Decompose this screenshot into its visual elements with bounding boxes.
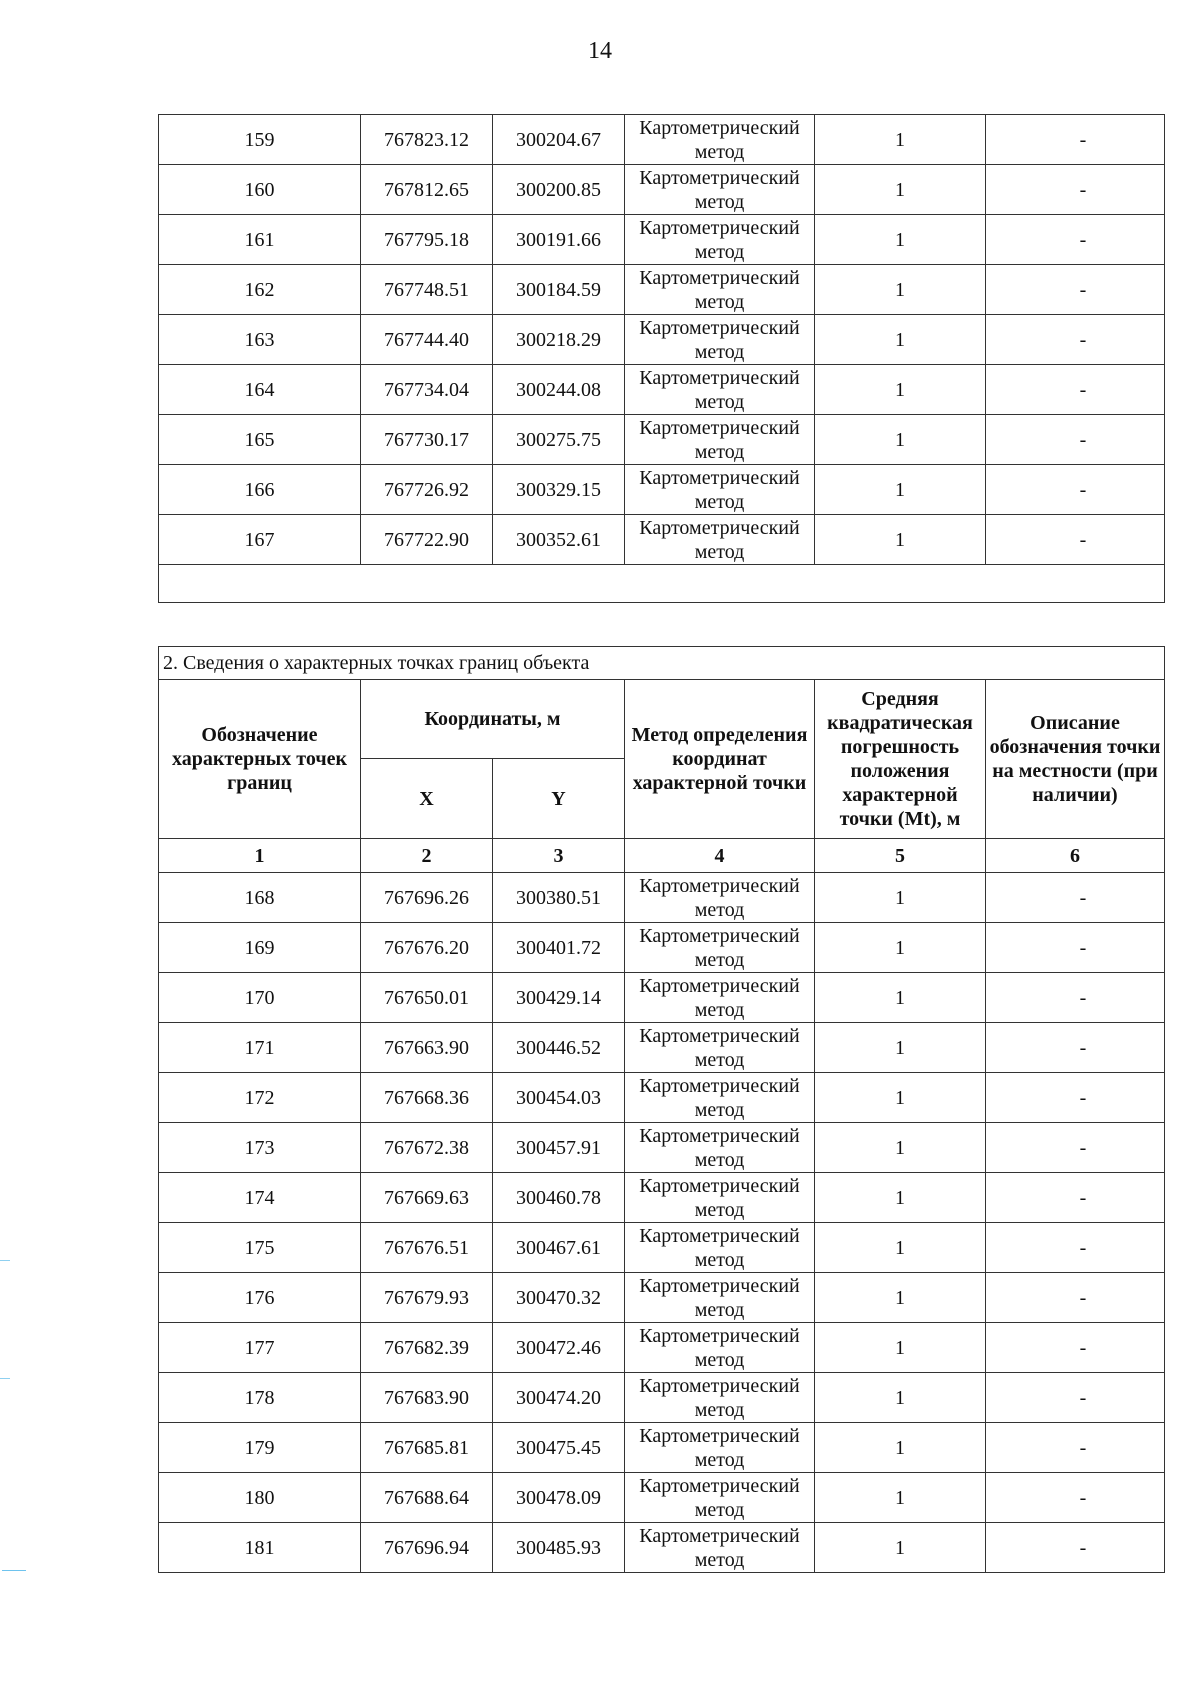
mt-cell: 1 xyxy=(815,1373,986,1423)
description-cell: - xyxy=(986,1373,1165,1423)
method-cell xyxy=(625,1123,815,1173)
point-id-cell: 171 xyxy=(159,1023,361,1073)
coord-y-cell: 300429.14 xyxy=(493,973,625,1023)
mt-cell: 1 xyxy=(815,1123,986,1173)
mt-cell: 1 xyxy=(815,923,986,973)
coord-y-cell: 300275.75 xyxy=(493,415,625,465)
description-cell: - xyxy=(986,1023,1165,1073)
table-row xyxy=(159,215,1165,265)
coord-y-cell: 300380.51 xyxy=(493,873,625,923)
table-row xyxy=(159,315,1165,365)
coord-x-cell: 767696.26 xyxy=(361,873,493,923)
method-cell xyxy=(625,1373,815,1423)
method-cell xyxy=(625,1423,815,1473)
method-cell xyxy=(625,923,815,973)
method-line1: Картометрический xyxy=(639,1374,800,1397)
description-cell: - xyxy=(986,1473,1165,1523)
method-line1: Картометрический xyxy=(639,266,800,289)
coord-x-cell: 767682.39 xyxy=(361,1323,493,1373)
method-cell xyxy=(625,515,815,565)
method-cell xyxy=(625,1223,815,1273)
method-line1: Картометрический xyxy=(639,366,800,389)
coord-y-cell: 300446.52 xyxy=(493,1023,625,1073)
table-row xyxy=(159,265,1165,315)
coord-x-cell: 767823.12 xyxy=(361,115,493,165)
coord-y-cell: 300472.46 xyxy=(493,1323,625,1373)
coord-x-cell: 767672.38 xyxy=(361,1123,493,1173)
mt-cell: 1 xyxy=(815,1273,986,1323)
method-line1: Картометрический xyxy=(639,216,800,239)
coord-y-cell: 300474.20 xyxy=(493,1373,625,1423)
point-id-cell: 173 xyxy=(159,1123,361,1173)
description-cell: - xyxy=(986,415,1165,465)
mt-cell: 1 xyxy=(815,1323,986,1373)
method-line2: метод xyxy=(694,540,745,563)
table-row xyxy=(159,873,1165,923)
header-row xyxy=(159,680,1165,759)
description-cell: - xyxy=(986,215,1165,265)
point-id-cell: 161 xyxy=(159,215,361,265)
description-cell: - xyxy=(986,1323,1165,1373)
coord-x-cell: 767748.51 xyxy=(361,265,493,315)
column-number: 4 xyxy=(625,839,815,873)
method-line2: метод xyxy=(694,1498,745,1521)
method-line1: Картометрический xyxy=(639,516,800,539)
method-line1: Картометрический xyxy=(639,416,800,439)
table-row xyxy=(159,923,1165,973)
table-row xyxy=(159,1523,1165,1573)
method-cell xyxy=(625,115,815,165)
column-numbers-row xyxy=(159,839,1165,873)
table-row xyxy=(159,1273,1165,1323)
point-id-cell: 175 xyxy=(159,1223,361,1273)
method-cell xyxy=(625,315,815,365)
mt-cell: 1 xyxy=(815,165,986,215)
table-row xyxy=(159,1223,1165,1273)
coord-y-cell: 300329.15 xyxy=(493,465,625,515)
description-cell: - xyxy=(986,265,1165,315)
method-line1: Картометрический xyxy=(639,924,800,947)
method-line2: метод xyxy=(694,1448,745,1471)
method-line1: Картометрический xyxy=(639,316,800,339)
column-number: 1 xyxy=(159,839,361,873)
table-row xyxy=(159,1473,1165,1523)
column-number: 5 xyxy=(815,839,986,873)
method-cell xyxy=(625,415,815,465)
empty-row xyxy=(159,565,1165,603)
coord-x-cell: 767668.36 xyxy=(361,1073,493,1123)
mt-cell: 1 xyxy=(815,115,986,165)
table-row xyxy=(159,1323,1165,1373)
mt-cell: 1 xyxy=(815,415,986,465)
method-line1: Картометрический xyxy=(639,1024,800,1047)
mt-cell: 1 xyxy=(815,315,986,365)
description-cell: - xyxy=(986,1073,1165,1123)
method-line2: метод xyxy=(694,1398,745,1421)
method-line2: метод xyxy=(694,1148,745,1171)
method-cell xyxy=(625,1073,815,1123)
method-cell xyxy=(625,973,815,1023)
point-id-cell: 166 xyxy=(159,465,361,515)
method-line1: Картометрический xyxy=(639,466,800,489)
method-cell xyxy=(625,215,815,265)
coord-x-cell: 767726.92 xyxy=(361,465,493,515)
method-cell xyxy=(625,1473,815,1523)
coord-y-cell: 300191.66 xyxy=(493,215,625,265)
coord-y-cell: 300244.08 xyxy=(493,365,625,415)
method-line2: метод xyxy=(694,290,745,313)
description-cell: - xyxy=(986,365,1165,415)
description-cell: - xyxy=(986,1123,1165,1173)
method-line1: Картометрический xyxy=(639,1174,800,1197)
method-line2: метод xyxy=(694,390,745,413)
point-id-cell: 180 xyxy=(159,1473,361,1523)
point-id-cell: 179 xyxy=(159,1423,361,1473)
mt-cell: 1 xyxy=(815,1073,986,1123)
method-cell xyxy=(625,1023,815,1073)
table1-body xyxy=(159,115,1165,565)
header-method: Метод определения координат характерной точки xyxy=(625,680,815,839)
method-cell xyxy=(625,365,815,415)
coord-y-cell: 300475.45 xyxy=(493,1423,625,1473)
coord-x-cell: 767676.20 xyxy=(361,923,493,973)
method-line1: Картометрический xyxy=(639,166,800,189)
mt-cell: 1 xyxy=(815,1523,986,1573)
scan-margin-mark xyxy=(0,1378,10,1379)
point-id-cell: 167 xyxy=(159,515,361,565)
coord-x-cell: 767795.18 xyxy=(361,215,493,265)
coord-y-cell: 300478.09 xyxy=(493,1473,625,1523)
coord-x-cell: 767669.63 xyxy=(361,1173,493,1223)
point-id-cell: 178 xyxy=(159,1373,361,1423)
header-x: X xyxy=(361,759,493,839)
coord-y-cell: 300457.91 xyxy=(493,1123,625,1173)
point-id-cell: 177 xyxy=(159,1323,361,1373)
table-row xyxy=(159,1073,1165,1123)
method-line2: метод xyxy=(694,948,745,971)
method-line2: метод xyxy=(694,340,745,363)
point-id-cell: 162 xyxy=(159,265,361,315)
method-line2: метод xyxy=(694,1348,745,1371)
method-cell xyxy=(625,1323,815,1373)
table-row xyxy=(159,365,1165,415)
table-row xyxy=(159,1023,1165,1073)
table-row xyxy=(159,1123,1165,1173)
table-row xyxy=(159,515,1165,565)
method-line1: Картометрический xyxy=(639,116,800,139)
method-cell xyxy=(625,1273,815,1323)
description-cell: - xyxy=(986,1273,1165,1323)
method-line2: метод xyxy=(694,1048,745,1071)
boundary-points-table xyxy=(158,646,1165,1573)
coord-x-cell: 767696.94 xyxy=(361,1523,493,1573)
mt-cell: 1 xyxy=(815,873,986,923)
description-cell: - xyxy=(986,973,1165,1023)
method-line2: метод xyxy=(694,1098,745,1121)
coord-y-cell: 300467.61 xyxy=(493,1223,625,1273)
method-line2: метод xyxy=(694,1248,745,1271)
coord-y-cell: 300218.29 xyxy=(493,315,625,365)
description-cell: - xyxy=(986,165,1165,215)
header-mt: Средняя квадратическая погрешность положения характерной точки (Mt), м xyxy=(815,680,986,839)
mt-cell: 1 xyxy=(815,515,986,565)
method-line1: Картометрический xyxy=(639,1474,800,1497)
point-id-cell: 170 xyxy=(159,973,361,1023)
coord-x-cell: 767812.65 xyxy=(361,165,493,215)
header-description: Описание обозначения точки на местности (при наличии) xyxy=(986,680,1165,839)
method-line2: метод xyxy=(694,490,745,513)
mt-cell: 1 xyxy=(815,215,986,265)
method-line2: метод xyxy=(694,1298,745,1321)
method-line2: метод xyxy=(694,1198,745,1221)
table-row xyxy=(159,1173,1165,1223)
coord-x-cell: 767722.90 xyxy=(361,515,493,565)
coord-x-cell: 767744.40 xyxy=(361,315,493,365)
method-line1: Картометрический xyxy=(639,1074,800,1097)
point-id-cell: 165 xyxy=(159,415,361,465)
page-number: 14 xyxy=(588,38,612,64)
method-cell xyxy=(625,873,815,923)
method-line1: Картометрический xyxy=(639,874,800,897)
description-cell: - xyxy=(986,1423,1165,1473)
point-id-cell: 164 xyxy=(159,365,361,415)
method-line2: метод xyxy=(694,190,745,213)
mt-cell: 1 xyxy=(815,365,986,415)
method-line2: метод xyxy=(694,998,745,1021)
method-line2: метод xyxy=(694,240,745,263)
header-y: Y xyxy=(493,759,625,839)
mt-cell: 1 xyxy=(815,1423,986,1473)
point-id-cell: 181 xyxy=(159,1523,361,1573)
point-id-cell: 172 xyxy=(159,1073,361,1123)
point-id-cell: 163 xyxy=(159,315,361,365)
method-cell xyxy=(625,165,815,215)
method-line1: Картометрический xyxy=(639,1124,800,1147)
table-row xyxy=(159,465,1165,515)
point-id-cell: 176 xyxy=(159,1273,361,1323)
boundary-points-table-continued xyxy=(158,114,1165,603)
table2-body xyxy=(159,873,1165,1573)
description-cell: - xyxy=(986,873,1165,923)
method-line1: Картометрический xyxy=(639,1324,800,1347)
method-line1: Картометрический xyxy=(639,1424,800,1447)
header-coordinates: Координаты, м xyxy=(361,680,625,759)
mt-cell: 1 xyxy=(815,265,986,315)
coord-y-cell: 300352.61 xyxy=(493,515,625,565)
mt-cell: 1 xyxy=(815,465,986,515)
method-line1: Картометрический xyxy=(639,1274,800,1297)
mt-cell: 1 xyxy=(815,1173,986,1223)
method-line1: Картометрический xyxy=(639,1524,800,1547)
coord-x-cell: 767734.04 xyxy=(361,365,493,415)
table-row xyxy=(159,1373,1165,1423)
table-row xyxy=(159,1423,1165,1473)
description-cell: - xyxy=(986,465,1165,515)
method-cell xyxy=(625,1173,815,1223)
description-cell: - xyxy=(986,923,1165,973)
point-id-cell: 169 xyxy=(159,923,361,973)
scan-margin-mark xyxy=(0,1260,10,1261)
table-row xyxy=(159,415,1165,465)
coord-y-cell: 300470.32 xyxy=(493,1273,625,1323)
mt-cell: 1 xyxy=(815,1223,986,1273)
scan-edge-line xyxy=(2,1570,26,1571)
coord-x-cell: 767683.90 xyxy=(361,1373,493,1423)
description-cell: - xyxy=(986,1173,1165,1223)
column-number: 2 xyxy=(361,839,493,873)
description-cell: - xyxy=(986,515,1165,565)
coord-x-cell: 767679.93 xyxy=(361,1273,493,1323)
coord-x-cell: 767676.51 xyxy=(361,1223,493,1273)
point-id-cell: 160 xyxy=(159,165,361,215)
column-number: 6 xyxy=(986,839,1165,873)
header-designation: Обозначение характерных точек границ xyxy=(159,680,361,839)
table-title-row xyxy=(159,647,1165,680)
method-line2: метод xyxy=(694,1548,745,1571)
coord-y-cell: 300200.85 xyxy=(493,165,625,215)
method-line1: Картометрический xyxy=(639,974,800,997)
method-cell xyxy=(625,1523,815,1573)
table-title: 2. Сведения о характерных точках границ объекта xyxy=(159,647,1165,680)
method-line2: метод xyxy=(694,140,745,163)
table-row xyxy=(159,115,1165,165)
coord-y-cell: 300485.93 xyxy=(493,1523,625,1573)
method-cell xyxy=(625,465,815,515)
mt-cell: 1 xyxy=(815,973,986,1023)
coord-x-cell: 767650.01 xyxy=(361,973,493,1023)
coord-y-cell: 300401.72 xyxy=(493,923,625,973)
coord-x-cell: 767688.64 xyxy=(361,1473,493,1523)
table-row xyxy=(159,165,1165,215)
method-cell xyxy=(625,265,815,315)
coord-y-cell: 300184.59 xyxy=(493,265,625,315)
point-id-cell: 174 xyxy=(159,1173,361,1223)
description-cell: - xyxy=(986,1223,1165,1273)
description-cell: - xyxy=(986,115,1165,165)
mt-cell: 1 xyxy=(815,1023,986,1073)
point-id-cell: 159 xyxy=(159,115,361,165)
coord-x-cell: 767730.17 xyxy=(361,415,493,465)
method-line2: метод xyxy=(694,898,745,921)
method-line2: метод xyxy=(694,440,745,463)
description-cell: - xyxy=(986,315,1165,365)
description-cell: - xyxy=(986,1523,1165,1573)
coord-y-cell: 300460.78 xyxy=(493,1173,625,1223)
coord-x-cell: 767663.90 xyxy=(361,1023,493,1073)
coord-x-cell: 767685.81 xyxy=(361,1423,493,1473)
point-id-cell: 168 xyxy=(159,873,361,923)
column-number: 3 xyxy=(493,839,625,873)
coord-y-cell: 300204.67 xyxy=(493,115,625,165)
coord-y-cell: 300454.03 xyxy=(493,1073,625,1123)
mt-cell: 1 xyxy=(815,1473,986,1523)
method-line1: Картометрический xyxy=(639,1224,800,1247)
table-row xyxy=(159,973,1165,1023)
